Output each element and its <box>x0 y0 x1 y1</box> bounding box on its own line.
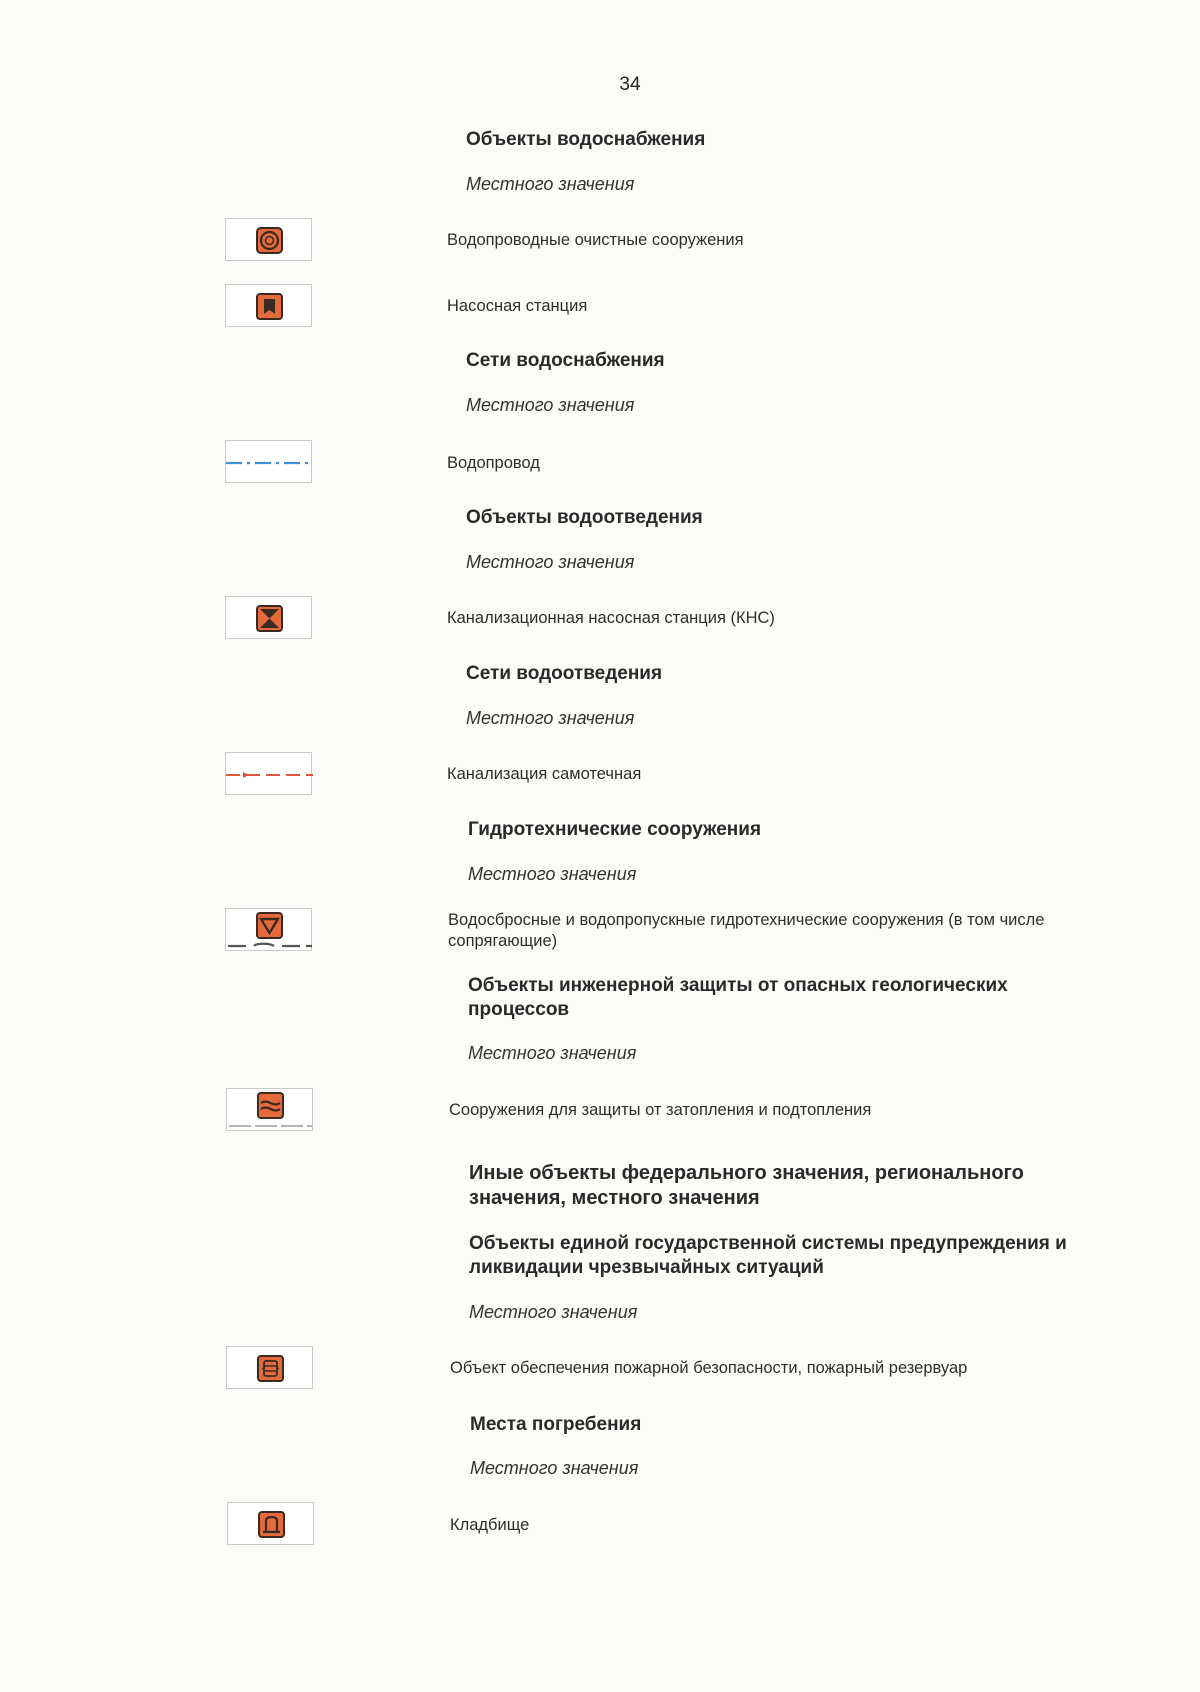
legend-label: Канализация самотечная <box>447 765 642 783</box>
section-heading-water-networks: Сети водоснабжения <box>466 350 665 371</box>
legend-label: Канализационная насосная станция (КНС) <box>447 609 775 627</box>
legend-label: Объект обеспечения пожарной безопасности, пожарный резервуар <box>450 1359 968 1377</box>
section-sub-burial: Местного значения <box>470 1458 639 1478</box>
section-sub-water-networks: Местного значения <box>466 395 635 415</box>
gravity-sewer-line-icon <box>225 752 312 795</box>
section-sub-sewer-networks: Местного значения <box>466 708 635 728</box>
legend-label: Водопровод <box>447 454 540 472</box>
water-treatment-icon <box>225 218 312 261</box>
spillway-icon <box>225 908 312 951</box>
page-number: 34 <box>619 74 641 95</box>
section-heading-sewer-objects: Объекты водоотведения <box>466 507 703 528</box>
legend-label: Насосная станция <box>447 297 588 315</box>
section-sub-hydro: Местного значения <box>468 864 637 884</box>
legend-label: Кладбище <box>450 1516 530 1534</box>
fire-reservoir-icon <box>226 1346 313 1389</box>
sewage-pump-station-icon <box>225 596 312 639</box>
legend-label: Сооружения для защиты от затопления и подтопления <box>449 1101 872 1119</box>
section-heading-other: Иные объекты федерального значения, регионального значения, местного значения <box>469 1162 1024 1209</box>
section-heading-burial: Места погребения <box>470 1414 642 1435</box>
section-sub-geo-protection: Местного значения <box>468 1043 637 1063</box>
section-heading-geo-protection: Объекты инженерной защиты от опасных геологических процессов <box>468 975 1008 1020</box>
pump-station-icon <box>225 284 312 327</box>
section-sub-sewer-objects: Местного значения <box>466 552 635 572</box>
cemetery-icon <box>227 1502 314 1545</box>
section-subheading-emergency: Объекты единой государственной системы предупреждения и ликвидации чрезвычайных ситуаций <box>469 1233 1067 1278</box>
section-heading-sewer-networks: Сети водоотведения <box>466 663 663 684</box>
section-sub-water-objects: Местного значения <box>466 174 635 194</box>
section-heading-water-objects: Объекты водоснабжения <box>466 129 706 150</box>
section-sub-other: Местного значения <box>469 1302 638 1322</box>
legend-label: Водосбросные и водопропускные гидротехнические сооружения (в том числе сопрягающие) <box>448 911 1045 950</box>
water-pipe-line-icon <box>225 440 312 483</box>
section-heading-hydro: Гидротехнические сооружения <box>468 819 762 840</box>
legend-label: Водопроводные очистные сооружения <box>447 231 744 249</box>
flood-protection-icon <box>226 1088 313 1131</box>
